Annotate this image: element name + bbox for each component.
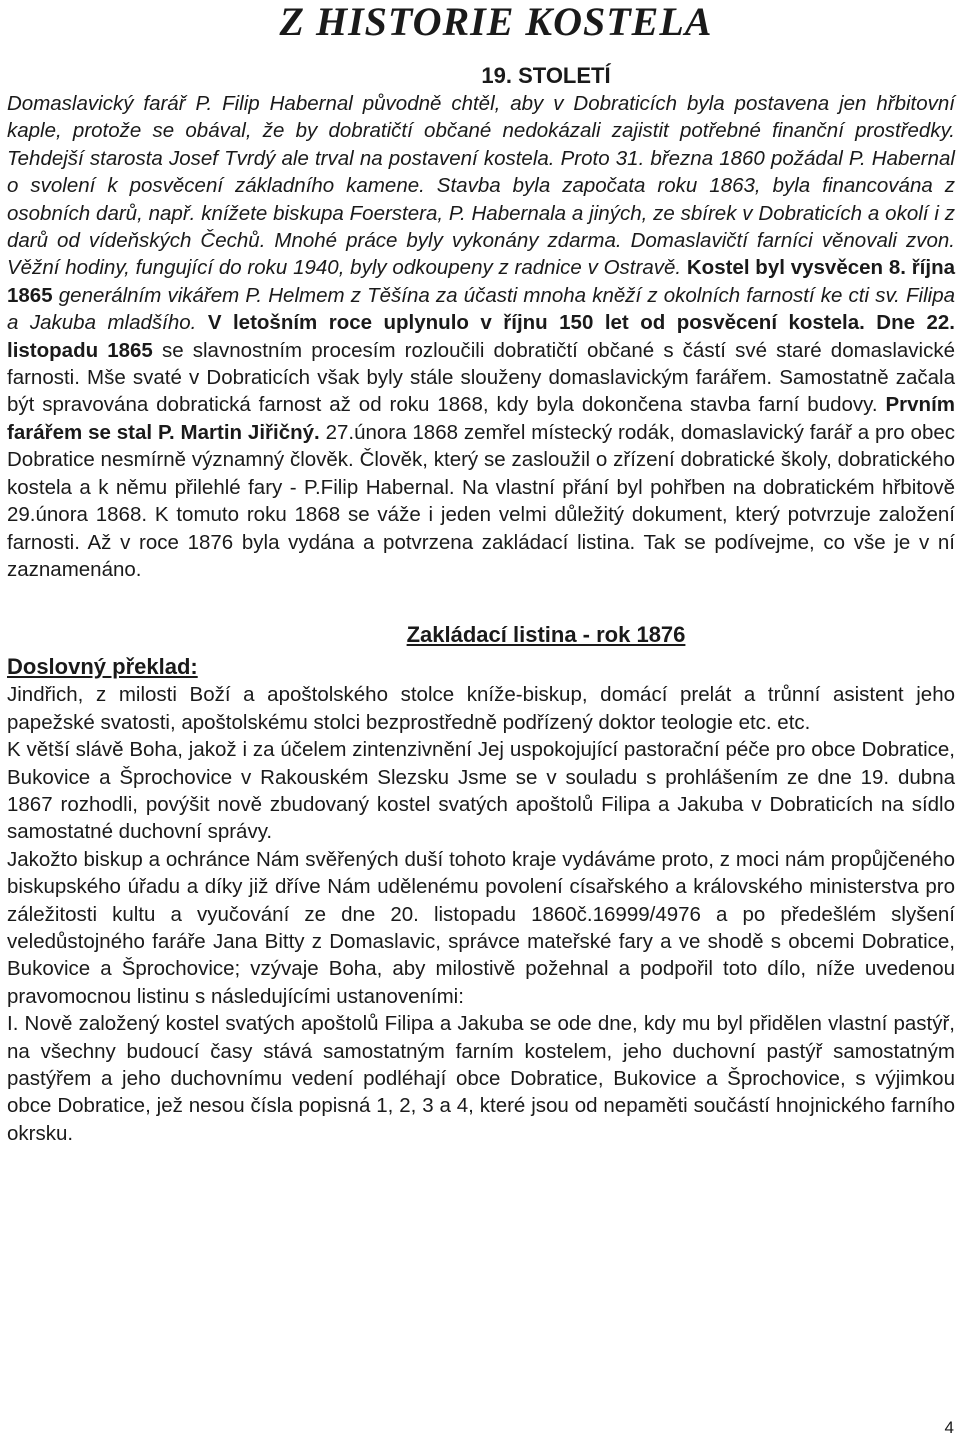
page-number: 4 [944,1418,954,1437]
first-priest-bold: Prvním farářem se stal P. Martin Jiřičný. [7,393,955,444]
charter-heading: Zakládací listina - rok 1876 [406,622,686,648]
charter-paragraph-3: Jakožto biskup a ochránce Nám svěřených duší tohoto kraje vydáváme proto, z moci nám propůjčeného biskupského úřadu a díky již dříve Nám udělenému povolení císařského a královského ministerstva pro záležitosti kultu a vyučování ze dne 20. listopadu 1860č.16999/4976 a po předešlém slyšení veledůstojného faráře Jana Bitty z Domaslavic, správce mateřské fary a ve shodě s obcemi Dobratice, Bukovice a Šprochovice; vzývaje Boha, aby milostivě požehnal a podpořil toto dílo, níže uvedenou pravomocnou listinu s následujícími ustanoveními: [7,847,955,1008]
anniversary-bold: V letošním roce uplynulo v říjnu 150 let od posvěcení kostela. Dne 22. listopadu 1865 [7,311,956,362]
history-text-3: se slavnostním procesím rozloučili dobratičtí občané s částí své staré domaslavické farnosti. Mše svaté v Dobraticích však byly stále slouženy domaslavickým farářem. Samostatně začala být spravována dobratická farnost až od roku 1868, kdy byla dokončena stavba farní budovy. [7,338,955,417]
century-heading: 19. STOLETÍ [481,63,611,88]
history-paragraph [7,90,955,583]
document-page [7,0,955,1147]
charter-paragraph-2: K větší slávě Boha, jakož i za účelem zintenzivnění Jej uspokojující pastorační péče pro obce Dobratice, Bukovice a Šprochovice v Rakouském Slezsku Jsme se v souladu s prohlášením ze dne 19. dubna 1867 rozhodli, povýšit nově zbudovaný kostel svatých apoštolů Filipa a Jakuba v Dobraticích na sídlo samostatné duchovní správy. [7,738,955,844]
translation-subheading: Doslovný překlad: [7,654,198,680]
history-text-2: generálním vikářem P. Helmem z Těšína za účasti mnoha kněží z okolních farností ke cti sv. Filipa a Jakuba mladšího. [7,283,956,335]
charter-paragraph-4: I. Nově založený kostel svatých apoštolů Filipa a Jakuba se ode dne, kdy mu byl přidělen vlastní pastýř, na všechny budoucí časy stává samostatným farním kostelem, jeho duchovní pastýř samostatným pastýřem a jeho duchovnímu vedení podléhají obce Dobratice, Bukovice a Šprochovice, s výjimkou obce Dobratice, jež nesou čísla popisná 1, 2, 3 a 4, které jsou od nepaměti součástí hnojnického farního okrsku. [7,1012,955,1145]
page-title: Z HISTORIE KOSTELA [279,0,713,44]
charter-paragraph-1: Jindřich, z milosti Boží a apoštolského stolce kníže-biskup, domácí prelát a trůnní asistent jeho papežské svatosti, apoštolskému stolci bezprostředně podřízený doktor teologie etc. etc. [7,683,955,734]
consecration-date-bold: Kostel byl vysvěcen 8. října 1865 [7,256,955,307]
history-text-1: Domaslavický farář P. Filip Habernal původně chtěl, aby v Dobraticích byla postavena jen hřbitovní kaple, protože se obával, že by dobratičtí občané nedokázali zajistit potřebné finanční prostředky. Tehdejší starosta Josef Tvrdý ale trval na postavení kostela. Proto 31. března 1860 požádal P. Habernal o svolení k posvěcení základního kamene. Stavba byla započata roku 1863, byla financována z osobních darů, např. knížete biskupa Foerstera, P. Habernala a jiných, ze sbírek v Dobraticích a okolí i z darů od vídeňských Čechů. Mnohé práce byly vykonány zdarma. Domaslavičtí farníci věnovali zvon. Věžní hodiny, fungující do roku 1940, byly odkoupeny z radnice v Ostravě. [7,92,955,280]
history-text-4: 27.února 1868 zemřel místecký rodák, domaslavický farář a pro obec Dobratice nesmírně významný člověk. Člověk, který se zasloužil o zřízení dobratické školy, dobratického kostela a k němu přilehlé fary - P.Filip Habernal. Na vlastní přání byl pohřben na dobratickém hřbitově 29.února 1868. K tomuto roku 1868 se váže i jeden velmi důležitý dokument, který potvrzuje založení farnosti. Až v roce 1876 byla vydána a potvrzena zakládací listina. Tak se podívejme, co vše je v ní zaznamenáno. [7,420,955,581]
